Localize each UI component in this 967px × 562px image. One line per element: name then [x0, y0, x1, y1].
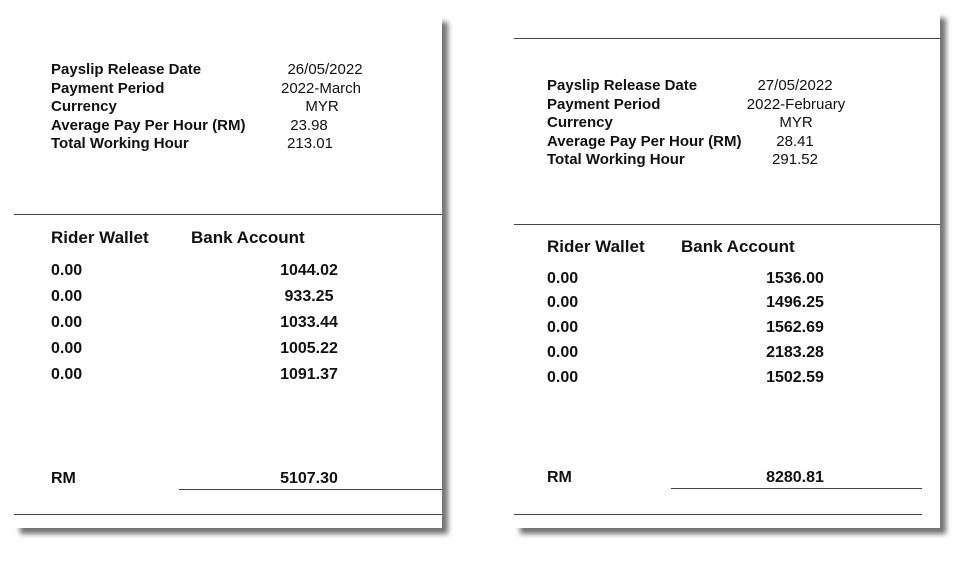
payslip-header [51, 61, 431, 156]
bottom-divider [514, 514, 922, 515]
release-date-label: Payslip Release Date [51, 61, 202, 78]
bank-cell: 1033.44 [280, 314, 338, 331]
wallet-cell: 0.00 [547, 344, 579, 361]
release-date-value: 26/05/2022 [287, 61, 363, 78]
total-underline [671, 488, 922, 489]
working-hour-value: 213.01 [287, 135, 333, 152]
bank-cell: 1502.59 [766, 369, 824, 386]
payment-period-label: Payment Period [51, 79, 165, 97]
wallet-cell: 0.00 [51, 340, 83, 357]
wallet-cell: 0.00 [51, 288, 83, 305]
payslip-february [514, 12, 940, 528]
top-divider [514, 38, 940, 39]
currency-value: MYR [779, 114, 813, 131]
wallet-cell: 0.00 [547, 319, 579, 336]
payslip-march [14, 16, 442, 528]
bank-cell: 2183.28 [766, 344, 824, 361]
total-value: 5107.30 [280, 470, 338, 487]
bottom-divider [14, 514, 442, 515]
wallet-cell: 0.00 [547, 270, 579, 287]
payslip-header [547, 77, 927, 172]
working-hour-label: Total Working Hour [51, 135, 189, 152]
currency-label: Currency [547, 114, 613, 131]
rider-wallet-header: Rider Wallet [51, 228, 149, 247]
divider [14, 214, 442, 215]
bank-cell: 1091.37 [280, 366, 338, 383]
wallet-cell: 0.00 [51, 314, 83, 331]
bank-cell: 1496.25 [766, 294, 824, 311]
currency-value: MYR [305, 98, 339, 115]
wallet-cell: 0.00 [51, 262, 83, 279]
total-label: RM [51, 470, 76, 487]
avg-pay-value: 28.41 [776, 132, 814, 150]
divider [514, 224, 940, 225]
working-hour-value: 291.52 [772, 151, 818, 168]
bank-cell: 1005.22 [280, 340, 338, 357]
bank-account-header: Bank Account [681, 237, 795, 256]
bank-cell: 1044.02 [280, 262, 338, 279]
payment-period-value: 2022-February [746, 95, 846, 113]
total-value: 8280.81 [766, 469, 824, 486]
avg-pay-value: 23.98 [290, 116, 328, 134]
bank-cell: 1536.00 [766, 270, 824, 287]
total-underline [179, 489, 442, 490]
currency-label: Currency [51, 98, 117, 115]
payment-period-value: 2022-March [280, 79, 362, 97]
avg-pay-label: Average Pay Per Hour (RM) [547, 132, 742, 150]
rider-wallet-header: Rider Wallet [547, 237, 645, 256]
release-date-value: 27/05/2022 [757, 77, 833, 94]
total-label: RM [547, 469, 572, 486]
wallet-cell: 0.00 [547, 294, 579, 311]
bank-cell: 1562.69 [766, 319, 824, 336]
wallet-cell: 0.00 [51, 366, 83, 383]
payment-period-label: Payment Period [547, 95, 661, 113]
wallet-cell: 0.00 [547, 369, 579, 386]
release-date-label: Payslip Release Date [547, 77, 698, 94]
avg-pay-label: Average Pay Per Hour (RM) [51, 116, 246, 134]
bank-cell: 933.25 [284, 288, 334, 305]
working-hour-label: Total Working Hour [547, 151, 685, 168]
bank-account-header: Bank Account [191, 228, 305, 247]
